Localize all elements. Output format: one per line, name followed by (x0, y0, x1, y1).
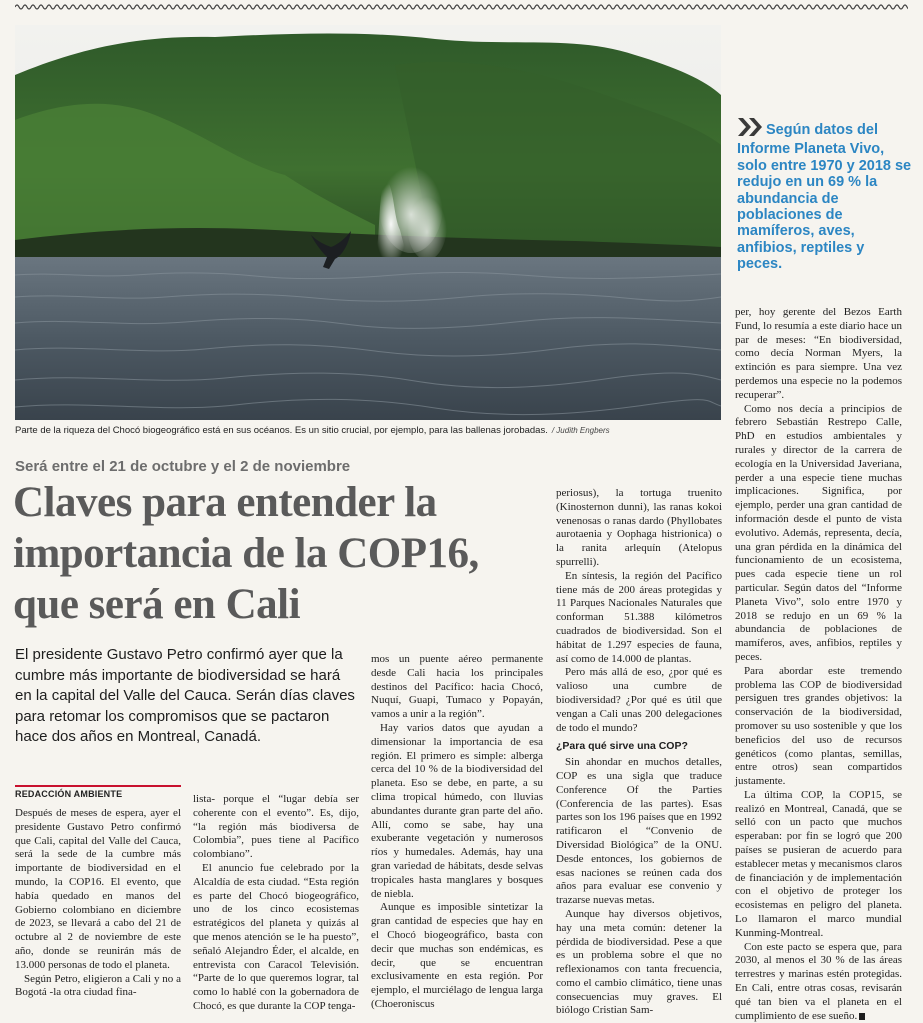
end-mark-icon (859, 1013, 865, 1020)
paragraph: Según Petro, eligieron a Cali y no a Bogotá -la otra ciudad fina- (15, 972, 181, 999)
paragraph: Pero más allá de eso, ¿por qué es valioso una cumbre de biodiversidad? ¿Por qué es útil que vengan a Cali unas 200 delegaciones de todo el mundo? (556, 666, 722, 734)
column-5 (735, 306, 902, 1023)
paragraph: Aunque es imposible sintetizar la gran cantidad de especies que hay en el Chocó biogeográfico, basta con decir que muchas son endémicas, es decir, que se encuentran exclusivamente en esta región. Por ejemplo, el murciélago de lengua larga (Choeroniscus (371, 901, 543, 1010)
paragraph: mos un puente aéreo permanente desde Cali hacia los principales destinos del Pacífico: hacia Chocó, Nuquí, Guapi, Tumaco y Popayán, vamos a unir a la región”. (371, 653, 543, 721)
paragraph: Hay varios datos que ayudan a dimensionar la importancia de esa región. El primero es simple: alberga cerca del 10 % de la biodiversidad del planeta. Eso se debe, en parte, a su clima tropical húmedo, con lluvias abundantes durante gran parte del año. Allí, como se sabe, hay una exuberante vegetación y numerosos ríos y humedales. Además, hay una gran variedad de hábitats, desde selvas tropicales hasta manglares y bosques de niebla. (371, 721, 543, 900)
byline: REDACCIÓN AMBIENTE (15, 789, 123, 799)
paragraph-text: Con este pacto se espera que, para 2030, al menos el 30 % de las áreas terrestres y marinas estén protegidas. En Cali, entre otras cosas, revisarán qué tan bien va el planeta en el cumplimiento de ese sueño. (735, 940, 902, 1022)
byline-rule (15, 785, 181, 787)
photo-credit: / Judith Engbers (551, 426, 610, 435)
pull-quote (737, 117, 912, 273)
paragraph: Después de meses de espera, ayer el presidente Gustavo Petro confirmó que Cali, capital del Valle del Cauca, será la sede de la cumbre más importante de biodiversidad en el mundo, la COP16. El evento, que había quedado en manos del Gobierno colombiano en diciembre de 2023, se llevará a cabo del 21 de octubre al 2 de noviembre de este año, donde se reunirán más de 13.000 personas de todo el planeta. (15, 807, 181, 971)
article-kicker: Será entre el 21 de octubre y el 2 de noviembre (15, 458, 351, 475)
photo-caption (15, 425, 721, 436)
paragraph: Aunque hay diversos objetivos, hay una meta común: detener la pérdida de biodiversidad. Pese a que es un problema sobre el que no reflexionamos con tanta frecuencia, como el cambio climático, tiene unas consecuencias muy graves. El biólogo Cristian Sam- (556, 907, 722, 1017)
caption-text: Parte de la riqueza del Chocó biogeográfico está en sus océanos. Es un sitio crucial, por ejemplo, para las ballenas jorobadas. (15, 425, 548, 436)
pull-quote-text: Según datos del Informe Planeta Vivo, solo entre 1970 y 2018 se redujo en un 69 % la abundancia de poblaciones de mamíferos, aves, anfibios, reptiles y peces. (737, 122, 912, 273)
column-1 (15, 807, 181, 1000)
whale-photo (15, 25, 721, 420)
article-headline: Claves para entender la importancia de la COP16, que será en Cali (13, 479, 479, 628)
paragraph: Para abordar este tremendo problema las COP de biodiversidad persiguen tres grandes objetivos: la conservación de la biodiversidad, promover su uso sostenible y que los beneficios del uso de recursos genéticos (como plantas, semillas, entre otros) sean compartidos justamente. (735, 664, 902, 788)
column-2 (193, 793, 359, 1014)
paragraph: periosus), la tortuga truenito (Kinosternon dunni), las ranas kokoi venenosas o ranas dardo (Phyllobates aurotaenia y Oophaga histrionica) o la ranita arlequín (Atelopus spurrelli). (556, 487, 722, 568)
double-chevron-icon (737, 117, 764, 141)
paragraph: En síntesis, la región del Pacífico tiene más de 200 áreas protegidas y 11 Parques Nacionales Naturales que conforman 51.388 kilómetros cuadrados de biodiversidad. Son el hábitat de 1.297 especies de fauna, así como de 14.000 de plantas. (556, 569, 722, 665)
paragraph: Sin ahondar en muchos detalles, COP es una sigla que traduce Conference Of the Parties (Conferencia de las partes). Esas partes son los 196 países que en 1992 ratificaron el “Convenio de Diversidad Biológica” de la ONU. Desde entonces, los gobiernos de esas naciones se reúnen cada dos años para evaluar ese convenio y trazarse nuevas metas. (556, 756, 722, 907)
paragraph: lista- porque el “lugar debía ser coherente con el evento”. Es, dijo, “la región más biodiversa de Colombia”, pues tiene al Pacífico colombiano”. (193, 793, 359, 861)
decorative-wave-rule (15, 0, 908, 14)
paragraph: per, hoy gerente del Bezos Earth Fund, lo resumía a este diario hace un par de meses: “En biodiversidad, como decía Norman Myers, la extinción es para siempre. Una vez perdemos una especie no la podemos recuperar”. (735, 306, 902, 401)
subheading: ¿Para qué sirve una COP? (556, 740, 688, 753)
paragraph: La última COP, la COP15, se realizó en Montreal, Canadá, que se selló con un pacto que muchos esperaban: por fin se logró que 200 países se pusieran de acuerdo para establecer metas y mecanismos claros de financiación y de implementación con el objetivo de proteger los ecosistemas en peligro del planeta. Lo llamaron el marco mundial Kunming-Montreal. (735, 788, 902, 939)
column-4 (556, 487, 722, 1018)
column-3 (371, 653, 543, 1012)
paragraph: Como nos decía a principios de febrero Sebastián Restrepo Calle, PhD en estudios ambientales y rurales y director de la carrera de ecología en la Universidad Javeriana, perder a una especie tiene muchas implicaciones. Significa, por ejemplo, perder una gran cantidad de información desde el punto de vista evolutivo. Además, representa, decía, una gran pérdida en la dinámica del funcionamiento de un ecosistema, pues cada especie tiene un rol particular. Según datos del “Informe Planeta Vivo”, solo entre 1970 y 2018 se redujo en un 69 % la abundancia de poblaciones de mamíferos, aves, anfibios, reptiles y peces. (735, 402, 902, 663)
paragraph-last (735, 941, 902, 1023)
article-dek: El presidente Gustavo Petro confirmó ayer que la cumbre más importante de biodiversidad se hará en la capital del Valle del Cauca. Serán días claves para retomar los compromisos que se pactaron hace dos años en Montreal, Canadá. (15, 646, 355, 745)
paragraph: El anuncio fue celebrado por la Alcaldía de esta ciudad. “Esta región es parte del Chocó biogeográfico, uno de los cinco ecosistemas estratégicos del planeta y quizás al que menos atención se le ha puesto”, señaló Alejandro Éder, el alcalde, en entrevista con Caracol Televisión. “Parte de lo que queremos lograr, tal como lo hablé con la gobernadora de Chocó, es que durante la COP tenga- (193, 861, 359, 1012)
